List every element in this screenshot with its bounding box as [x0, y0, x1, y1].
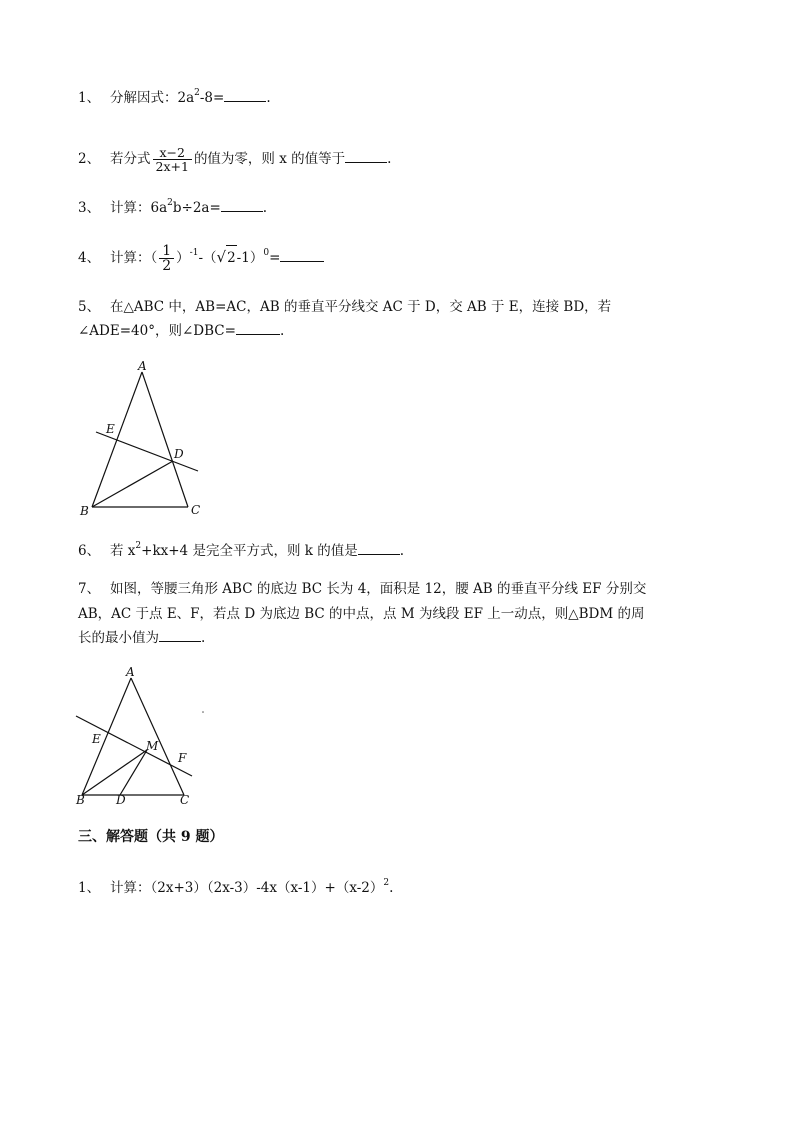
question-number: 5、	[78, 299, 101, 315]
question-text-line3: 长的最小值为	[78, 630, 159, 646]
label-f: F	[178, 751, 187, 765]
answer-blank	[280, 247, 324, 262]
figure-triangle-2	[74, 664, 214, 808]
label-m: M	[146, 739, 159, 753]
fraction-numerator: x−2	[153, 146, 192, 160]
question-text-line1: 在△ABC 中，AB=AC，AB 的垂直平分线交 AC 于 D，交 AB 于 E，连接 BD，若	[110, 299, 612, 315]
question-text-after-sqrt: -1）	[236, 250, 264, 266]
question-number: 1、	[78, 880, 101, 896]
period: .	[201, 630, 206, 646]
question-number: 3、	[78, 200, 101, 216]
exponent: 2	[167, 198, 173, 208]
question-number: 6、	[78, 543, 101, 559]
question-number: 1、	[78, 90, 101, 106]
question-4	[78, 244, 324, 273]
question-text: 计算：（	[110, 250, 158, 266]
paren-close: ）	[176, 250, 190, 266]
question-text: 分解因式：2a	[110, 90, 195, 106]
answer-blank	[358, 540, 400, 555]
label-e: E	[106, 422, 115, 436]
equals-sign: =	[269, 250, 281, 266]
answer-blank	[221, 197, 263, 212]
fraction	[153, 146, 192, 173]
exponent: 2	[194, 88, 200, 98]
question-text-line2: ∠ADE=40°，则∠DBC=	[78, 323, 236, 339]
question-text-tail: -8=	[199, 90, 225, 106]
exponent: 2	[383, 878, 390, 888]
question-text: 计算：（2x+3）（2x-3）-4x（x-1）+（x-2）	[110, 880, 384, 896]
label-d: D	[116, 793, 126, 807]
sqrt-symbol-icon: √	[216, 248, 227, 266]
answer-blank	[159, 627, 201, 642]
question-text-tail: .	[389, 880, 394, 896]
period: .	[262, 200, 268, 216]
period: .	[279, 323, 285, 339]
label-b: B	[76, 793, 85, 807]
question-text: 计算：6a	[110, 200, 168, 216]
line-ac	[131, 678, 184, 795]
question-text-tail: +kx+4 是完全平方式，则 k 的值是	[141, 543, 358, 559]
line-dm	[120, 750, 147, 795]
question-text-mid: -（	[198, 250, 217, 266]
fraction-numerator: 1	[159, 244, 174, 259]
question-number: 2、	[78, 151, 101, 167]
label-e: E	[92, 732, 101, 746]
question-1	[78, 86, 271, 110]
label-d: D	[174, 447, 184, 461]
question-5-line2	[78, 319, 284, 343]
answer-blank	[224, 87, 266, 102]
label-c: C	[180, 793, 190, 807]
fraction	[159, 244, 174, 273]
period: .	[266, 90, 271, 106]
question-7-line2	[78, 602, 645, 626]
label-a: A	[138, 359, 147, 373]
period: .	[387, 151, 392, 167]
question-6	[78, 539, 404, 563]
question-text-line2: AB，AC 于点 E、F，若点 D 为底边 BC 的中点，点 M 为线段 EF 上一动点，则△BDM 的周	[78, 606, 645, 622]
exponent: 0	[263, 248, 270, 258]
question-text: 若分式	[110, 151, 151, 167]
line-bd	[92, 461, 173, 507]
exponent: 2	[135, 541, 142, 551]
period: .	[399, 543, 404, 559]
answer-question-1	[78, 876, 393, 900]
question-2	[78, 146, 391, 173]
label-a: A	[126, 665, 135, 679]
question-number: 7、	[78, 581, 101, 597]
question-text-tail: b÷2a=	[172, 200, 221, 216]
question-7-line3	[78, 626, 205, 650]
fraction-denominator: 2	[162, 258, 172, 274]
question-text: 若 x	[110, 543, 136, 559]
figure-triangle-1	[78, 358, 206, 520]
fraction-denominator: 2x+1	[155, 159, 189, 174]
exponent: -1	[189, 248, 199, 258]
question-text-tail: 的值为零，则 x 的值等于	[193, 151, 346, 167]
sqrt-radicand: 2	[226, 245, 237, 270]
label-b: B	[80, 504, 89, 518]
label-c: C	[191, 503, 201, 517]
question-7	[78, 577, 646, 601]
question-text-line1: 如图，等腰三角形 ABC 的底边 BC 长为 4，面积是 12，腰 AB 的垂直平分线 EF 分别交	[110, 581, 647, 597]
question-3	[78, 196, 267, 220]
question-5	[78, 295, 611, 319]
line-ac	[142, 372, 188, 507]
question-number: 4、	[78, 250, 101, 266]
section-title: 三、解答题（共 9 题）	[78, 829, 224, 845]
answer-blank	[345, 148, 387, 163]
stray-dot	[202, 711, 204, 713]
answer-blank	[236, 320, 280, 335]
